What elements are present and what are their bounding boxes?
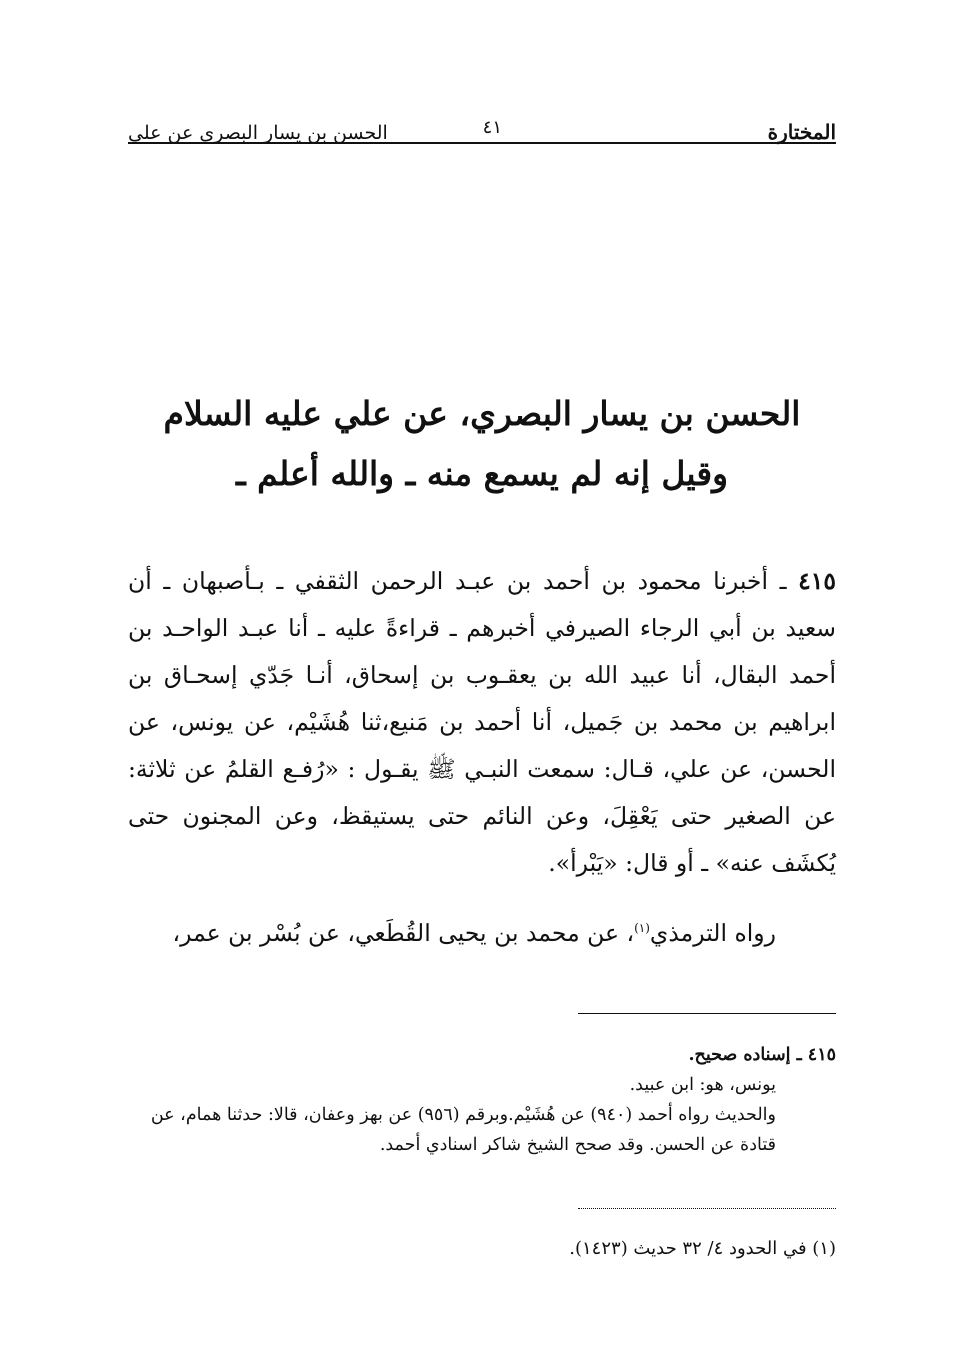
hadith-paragraph [128, 558, 836, 887]
note-line-1: يونس، هو: ابن عبيد. [629, 1075, 776, 1095]
page-header [128, 110, 836, 144]
book-title: المختارة [767, 120, 836, 144]
hadith-number: ٤١٥ [798, 567, 836, 595]
notes-separator [578, 1013, 836, 1014]
footnote-separator [578, 1208, 836, 1209]
chapter-heading [128, 384, 836, 504]
riwaya-text-start: رواه الترمذي [649, 918, 776, 947]
editor-notes [128, 1040, 836, 1160]
chapter-heading-line-2: وقيل إنه لم يسمع منه ـ والله أعلم ـ [235, 454, 729, 493]
note-line-2: والحديث رواه أحمد (٩٤٠) عن هُشَيْم.وبرقم (٩٥٦) عن بهز وعفان، قالا: حدثنا همام، عن قتادة عن الحسن. وقد صحح الشيخ شاكر اسنادي أحمد. [150, 1105, 776, 1155]
riwaya-paragraph [128, 905, 836, 957]
header-rule [128, 142, 836, 144]
hadith-text: ـ أخبرنا محمود بن أحمد بن عبـد الرحمن الثقفي ـ بـأصبهان ـ أن سعيد بن أبي الرجاء الصيرفي أخبرهم ـ قراءةً عليه ـ أنا عبـد الواحـد بن أحمد البقال، أنا عبيد الله بن يعقـوب بن إسحاق، أنـا جَدّي إسحـاق بن ابراهيم بن محمد بن جَميل، أنا أحمد بن مَنيع،ثنا هُشَيْم، عن يونس، عن الحسن، عن علي، قـال: سمعت النبـي ﷺ يقـول : «رُفـع القلمُ عن ثلاثة: عن الصغير حتى يَعْقِلَ، وعن النائم حتى يستيقظ، وعن المجنون حتى يُكشَف عنه» ـ أو قال: «يَبْرأ». [128, 567, 836, 877]
footnote-marker: (١) [634, 921, 650, 935]
footnote: (١) في الحدود ٤/ ٣٢ حديث (١٤٢٣). [569, 1238, 836, 1259]
chapter-heading-line-1: الحسن بن يسار البصري، عن علي عليه السلام [163, 394, 801, 433]
hadith-body [128, 558, 836, 957]
page-number: ٤١ [482, 117, 502, 138]
riwaya-text-end: ، عن محمد بن يحيى القُطَعي، عن بُسْر بن عمر، [172, 918, 635, 947]
running-section-title: الحسن بن يسار البصري عن علي [128, 122, 388, 144]
note-heading: ٤١٥ ـ إسناده صحيح. [688, 1045, 836, 1065]
